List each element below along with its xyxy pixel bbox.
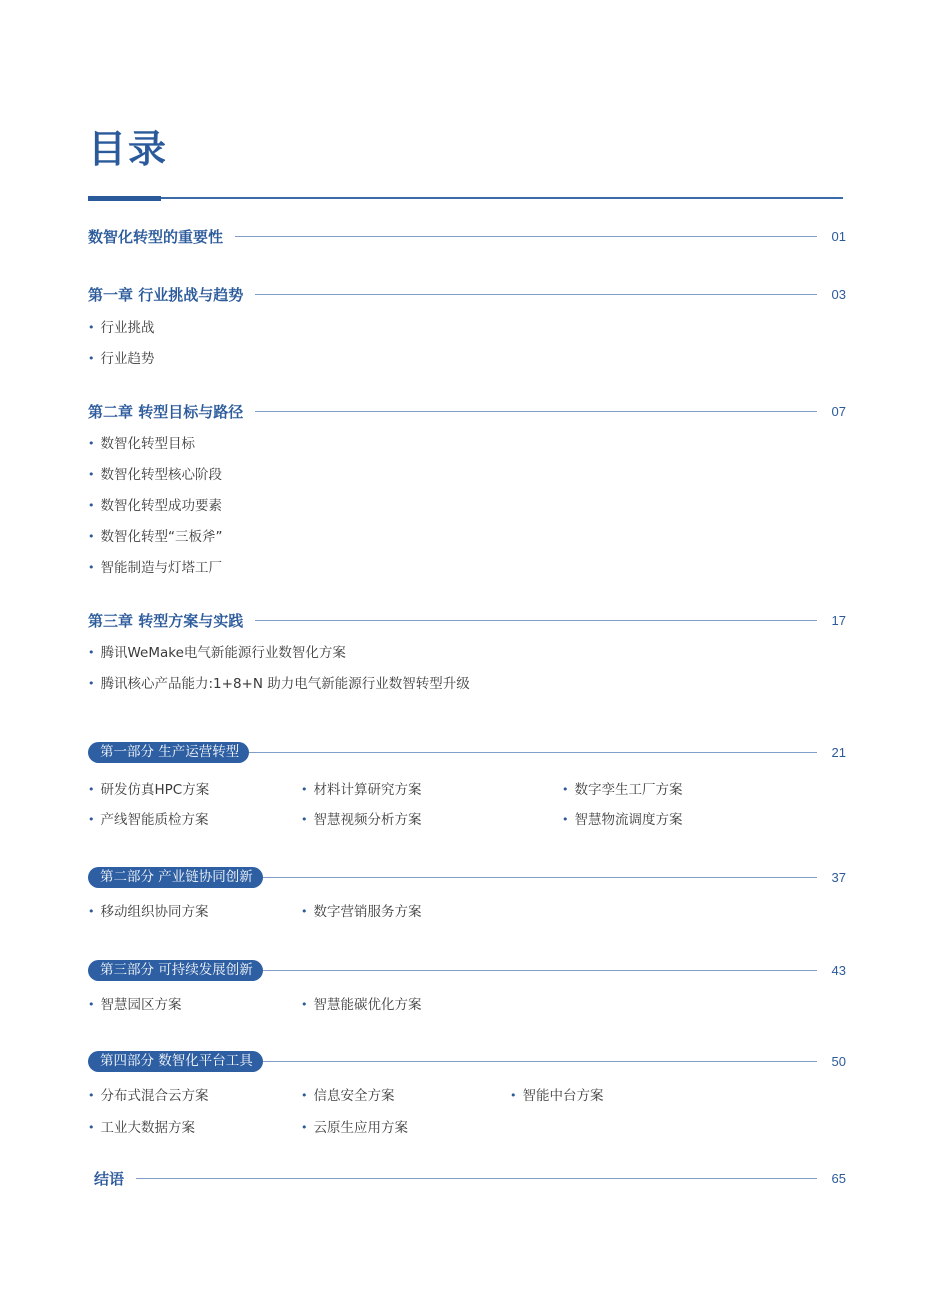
item-label: 行业趋势 xyxy=(100,351,155,367)
list-item[interactable] xyxy=(88,558,222,578)
item-label: 智慧园区方案 xyxy=(100,997,182,1013)
item-label: 云原生应用方案 xyxy=(313,1120,408,1136)
list-item[interactable] xyxy=(88,643,346,663)
bullet-icon: • xyxy=(562,783,569,796)
entry-title: 第二章 转型目标与路径 xyxy=(88,402,244,421)
item-label: 腾讯核心产品能力:1+8+N 助力电气新能源行业数智转型升级 xyxy=(100,676,470,692)
toc-entry-part-4[interactable] xyxy=(88,1049,846,1073)
toc-entry-chapter-2[interactable] xyxy=(88,399,846,423)
bullet-icon: • xyxy=(88,437,95,450)
item-label: 数智化转型核心阶段 xyxy=(100,467,222,483)
item-label: 腾讯WeMake电气新能源行业数智化方案 xyxy=(100,645,346,661)
item-label: 数字营销服务方案 xyxy=(313,904,422,920)
page-number: 07 xyxy=(831,403,846,419)
item-label: 行业挑战 xyxy=(100,320,155,336)
list-item[interactable] xyxy=(88,995,182,1015)
bullet-icon: • xyxy=(88,1089,95,1102)
item-label: 智慧能碳优化方案 xyxy=(313,997,422,1013)
leader-line xyxy=(255,620,817,621)
bullet-icon: • xyxy=(88,499,95,512)
list-item[interactable] xyxy=(301,1118,408,1138)
page-number: 65 xyxy=(831,1170,846,1186)
item-label: 移动组织协同方案 xyxy=(100,904,209,920)
list-item[interactable] xyxy=(88,1086,209,1106)
bullet-icon: • xyxy=(562,813,569,826)
bullet-icon: • xyxy=(88,998,95,1011)
item-label: 数智化转型目标 xyxy=(100,436,195,452)
page-number: 37 xyxy=(831,869,846,885)
item-label: 研发仿真HPC方案 xyxy=(100,782,210,798)
list-item[interactable] xyxy=(562,810,683,830)
page-title: 目录 xyxy=(88,127,169,171)
bullet-icon: • xyxy=(88,1121,95,1134)
item-label: 智能中台方案 xyxy=(522,1088,604,1104)
item-label: 数字孪生工厂方案 xyxy=(574,782,683,798)
leader-line xyxy=(235,236,817,237)
bullet-icon: • xyxy=(301,813,308,826)
leader-line xyxy=(263,1061,817,1062)
bullet-icon: • xyxy=(88,905,95,918)
leader-line xyxy=(263,877,817,878)
part-badge: 第三部分 可持续发展创新 xyxy=(88,960,263,981)
title-rule xyxy=(88,197,843,199)
item-label: 数智化转型成功要素 xyxy=(100,498,222,514)
toc-entry-part-1[interactable] xyxy=(88,740,846,764)
page-number: 50 xyxy=(831,1053,846,1069)
bullet-icon: • xyxy=(88,677,95,690)
item-label: 数智化转型“三板斧” xyxy=(100,529,223,545)
entry-title: 第三章 转型方案与实践 xyxy=(88,611,244,630)
toc-entry-part-2[interactable] xyxy=(88,865,846,889)
page-number: 43 xyxy=(831,962,846,978)
item-label: 产线智能质检方案 xyxy=(100,812,209,828)
list-item[interactable] xyxy=(301,810,422,830)
list-item[interactable] xyxy=(88,1118,195,1138)
list-item[interactable] xyxy=(88,318,155,338)
bullet-icon: • xyxy=(88,561,95,574)
entry-title: 第一章 行业挑战与趋势 xyxy=(88,285,244,304)
page-number: 17 xyxy=(831,612,846,628)
bullet-icon: • xyxy=(301,1089,308,1102)
list-item[interactable] xyxy=(301,780,422,800)
bullet-icon: • xyxy=(88,321,95,334)
item-label: 分布式混合云方案 xyxy=(100,1088,209,1104)
leader-line xyxy=(136,1178,817,1179)
list-item[interactable] xyxy=(88,434,195,454)
item-label: 智能制造与灯塔工厂 xyxy=(100,560,222,576)
bullet-icon: • xyxy=(301,905,308,918)
leader-line xyxy=(255,294,817,295)
list-item[interactable] xyxy=(88,674,470,694)
list-item[interactable] xyxy=(88,810,209,830)
leader-line xyxy=(263,970,817,971)
item-label: 信息安全方案 xyxy=(313,1088,395,1104)
item-label: 智慧视频分析方案 xyxy=(313,812,422,828)
page-number: 03 xyxy=(831,286,846,302)
part-badge: 第一部分 生产运营转型 xyxy=(88,742,249,763)
page-number: 01 xyxy=(831,228,846,244)
leader-line xyxy=(249,752,817,753)
toc-entry-closing[interactable] xyxy=(88,1166,846,1190)
item-label: 工业大数据方案 xyxy=(100,1120,195,1136)
list-item[interactable] xyxy=(88,780,209,800)
bullet-icon: • xyxy=(510,1089,517,1102)
item-label: 智慧物流调度方案 xyxy=(574,812,683,828)
bullet-icon: • xyxy=(88,813,95,826)
item-label: 材料计算研究方案 xyxy=(313,782,422,798)
toc-entry-chapter-3[interactable] xyxy=(88,608,846,632)
bullet-icon: • xyxy=(301,1121,308,1134)
bullet-icon: • xyxy=(88,646,95,659)
bullet-icon: • xyxy=(88,530,95,543)
part-badge: 第二部分 产业链协同创新 xyxy=(88,867,263,888)
leader-line xyxy=(255,411,817,412)
entry-title: 数智化转型的重要性 xyxy=(88,227,224,246)
list-item[interactable] xyxy=(88,527,223,547)
list-item[interactable] xyxy=(88,465,222,485)
bullet-icon: • xyxy=(88,783,95,796)
list-item[interactable] xyxy=(88,496,222,516)
list-item[interactable] xyxy=(88,902,209,922)
bullet-icon: • xyxy=(301,783,308,796)
list-item[interactable] xyxy=(301,995,422,1015)
toc-entry-chapter-1[interactable] xyxy=(88,282,846,306)
bullet-icon: • xyxy=(301,998,308,1011)
list-item[interactable] xyxy=(562,780,683,800)
list-item[interactable] xyxy=(510,1086,604,1106)
list-item[interactable] xyxy=(301,1086,395,1106)
page-number: 21 xyxy=(831,744,846,760)
list-item[interactable] xyxy=(88,349,155,369)
toc-entry-intro[interactable] xyxy=(88,224,846,248)
list-item[interactable] xyxy=(301,902,422,922)
title-rule-accent xyxy=(88,196,161,201)
bullet-icon: • xyxy=(88,352,95,365)
bullet-icon: • xyxy=(88,468,95,481)
toc-entry-part-3[interactable] xyxy=(88,958,846,982)
entry-title: 结语 xyxy=(94,1169,125,1188)
part-badge: 第四部分 数智化平台工具 xyxy=(88,1051,263,1072)
